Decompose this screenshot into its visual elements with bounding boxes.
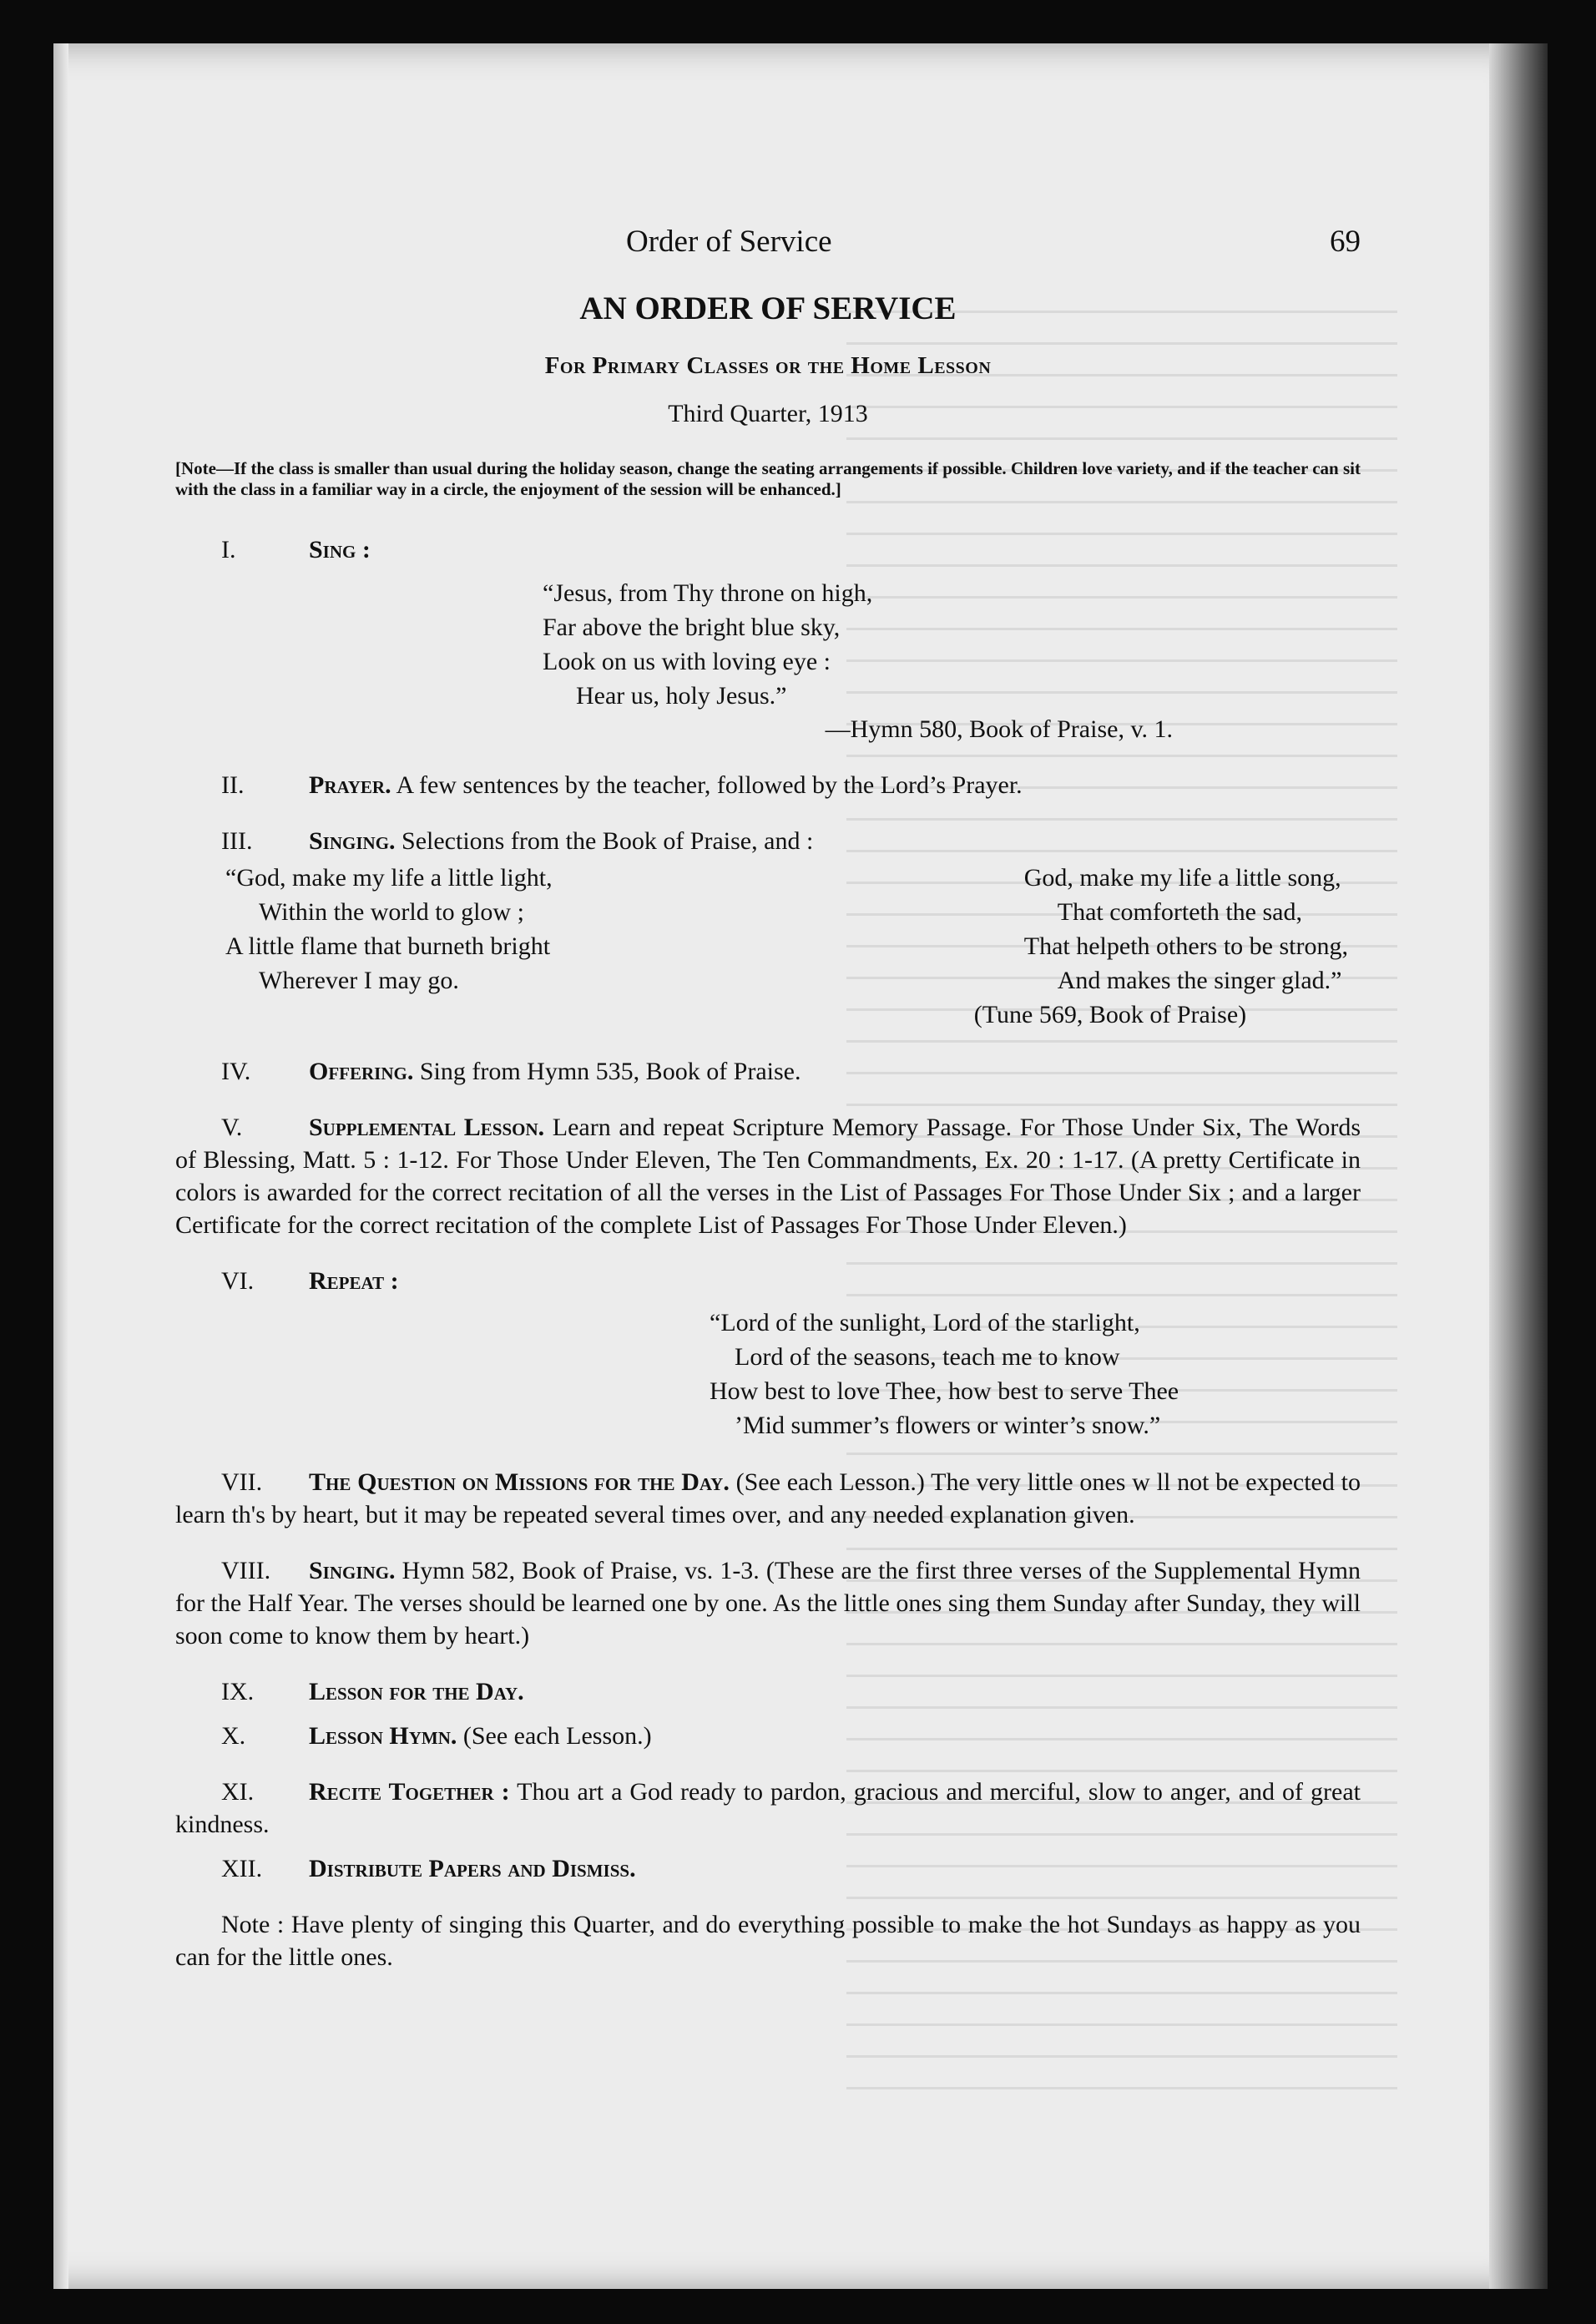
verse-line: Far above the bright blue sky,: [543, 614, 841, 641]
page-edge: [53, 43, 68, 2289]
item-text: A few sentences by the teacher, followed by the Lord’s Prayer.: [396, 771, 1023, 799]
item-heading: Lesson for the Day.: [309, 1678, 524, 1705]
item-lesson-hymn: [175, 1720, 1361, 1752]
item-heading: Distribute Papers and Dismiss.: [309, 1855, 636, 1882]
verse-line: That comforteth the sad,: [1057, 898, 1302, 926]
item-lesson-for-day: [175, 1675, 1361, 1708]
item-number: VII.: [221, 1468, 263, 1496]
item-number: III.: [221, 827, 253, 855]
verse-line: Look on us with loving eye :: [543, 648, 831, 675]
item-number: IX.: [221, 1678, 255, 1705]
verse-right-column: [973, 861, 1348, 1032]
item-dismiss: [175, 1852, 1361, 1885]
verse-line: Within the world to glow ;: [259, 898, 524, 926]
item-heading: Singing.: [309, 1557, 396, 1584]
item-singing: [175, 825, 1361, 1032]
two-column-verse: [175, 861, 1361, 1032]
item-number: VIII.: [221, 1557, 271, 1584]
verse-line: That helpeth others to be strong,: [1023, 932, 1348, 960]
quarter-label: Third Quarter, 1913: [668, 400, 868, 427]
item-heading: Repeat :: [309, 1267, 399, 1295]
verse-left-column: [225, 861, 553, 1032]
page-content: [175, 225, 1361, 1973]
item-number: XII.: [221, 1855, 263, 1882]
book-spine: [1489, 43, 1548, 2289]
verse-line: God, make my life a little song,: [1023, 864, 1341, 892]
item-recite-together: [175, 1776, 1361, 1841]
item-heading: Supplemental Lesson.: [309, 1114, 545, 1141]
hymn-verse: [543, 576, 1361, 713]
verse-line: And makes the singer glad.”: [1057, 967, 1342, 994]
verse-line: ’Mid summer’s flowers or winter’s snow.”: [735, 1412, 1161, 1439]
item-number: I.: [221, 536, 236, 563]
item-text: Hymn 582, Book of Praise, vs. 1-3. (These are the first three verses of the Supplemental Hymn for the Half Year. The verses should be learned one by one. As the little ones sing them Sunday after Sunday, they will soon come to know them by heart.): [175, 1557, 1361, 1650]
item-number: VI.: [221, 1267, 255, 1295]
page-title: AN ORDER OF SERVICE: [579, 290, 957, 326]
item-heading: Offering.: [309, 1058, 414, 1085]
closing-note-text: Have plenty of singing this Quarter, and do everything possible to make the hot Sundays as happy as you can for the little ones.: [175, 1911, 1361, 1971]
item-text: (See each Lesson.) The very little ones w ll not be expected to learn th's by heart, but it may be repeated several times over, and any needed explanation given.: [175, 1468, 1361, 1528]
item-sing: [175, 533, 1361, 745]
item-text: Sing from Hymn 535, Book of Praise.: [419, 1058, 801, 1085]
running-title: Order of Service: [626, 225, 832, 259]
page-number: 69: [1330, 225, 1361, 259]
item-text: Learn and repeat Scripture Memory Passage. For Those Under Six, The Words of Blessing, Matt. 5 : 1-12. For Those Under Eleven, The Ten Commandments, Ex. 20 : 1-17. (A pretty Certificate in colors is awarded for the correct recitation of all the verses in the List of Passages For Those Under Six ; and a larger Certificate for the correct recitation of the complete List of Passages For Those Under Eleven.): [175, 1114, 1361, 1239]
repeat-verse: [526, 1306, 1361, 1442]
tune-reference: (Tune 569, Book of Praise): [973, 1001, 1247, 1028]
verse-line: Hear us, holy Jesus.”: [576, 682, 787, 710]
verse-line: Wherever I may go.: [259, 967, 459, 994]
item-heading: The Question on Missions for the Day.: [309, 1468, 730, 1496]
item-offering: [175, 1055, 1361, 1088]
item-heading: Prayer.: [309, 771, 391, 799]
item-supplemental-lesson: [175, 1111, 1361, 1241]
item-missions-question: [175, 1466, 1361, 1531]
verse-line: Lord of the seasons, teach me to know: [735, 1343, 1120, 1371]
item-singing-hymn: [175, 1554, 1361, 1652]
item-number: II.: [221, 771, 245, 799]
item-number: XI.: [221, 1778, 255, 1806]
item-text: Selections from the Book of Praise, and :: [402, 827, 814, 855]
item-heading: Lesson Hymn.: [309, 1722, 457, 1750]
hymn-attribution: —Hymn 580, Book of Praise, v. 1.: [825, 715, 1173, 743]
item-text: (See each Lesson.): [462, 1722, 652, 1750]
item-prayer: [175, 769, 1361, 801]
item-number: V.: [221, 1114, 243, 1141]
closing-note-label: Note :: [221, 1911, 285, 1938]
verse-line: “Jesus, from Thy throne on high,: [543, 579, 873, 607]
item-heading: Sing :: [309, 536, 371, 563]
item-number: IV.: [221, 1058, 251, 1085]
verse-line: How best to love Thee, how best to serve Thee: [710, 1377, 1179, 1405]
page-header: [175, 225, 1361, 275]
item-heading: Singing.: [309, 827, 396, 855]
item-text: Thou art a God ready to pardon, gracious and merciful, slow to anger, and of great kindness.: [175, 1778, 1361, 1838]
verse-line: “Lord of the sunlight, Lord of the starlight,: [710, 1309, 1140, 1336]
item-number: X.: [221, 1722, 246, 1750]
verse-line: “God, make my life a little light,: [225, 864, 553, 892]
subtitle: For Primary Classes or the Home Lesson: [544, 352, 992, 379]
closing-note: [175, 1908, 1361, 1973]
intro-note: [Note—If the class is smaller than usual during the holiday season, change the seating arrangements if possible. Children love variety, and if the teacher can sit with the class in a familiar way in a circle, the enjoyment of the session will be enhanced.]: [175, 458, 1361, 499]
item-heading: Recite Together :: [309, 1778, 510, 1806]
verse-line: A little flame that burneth bright: [225, 932, 551, 960]
item-repeat: [175, 1265, 1361, 1442]
